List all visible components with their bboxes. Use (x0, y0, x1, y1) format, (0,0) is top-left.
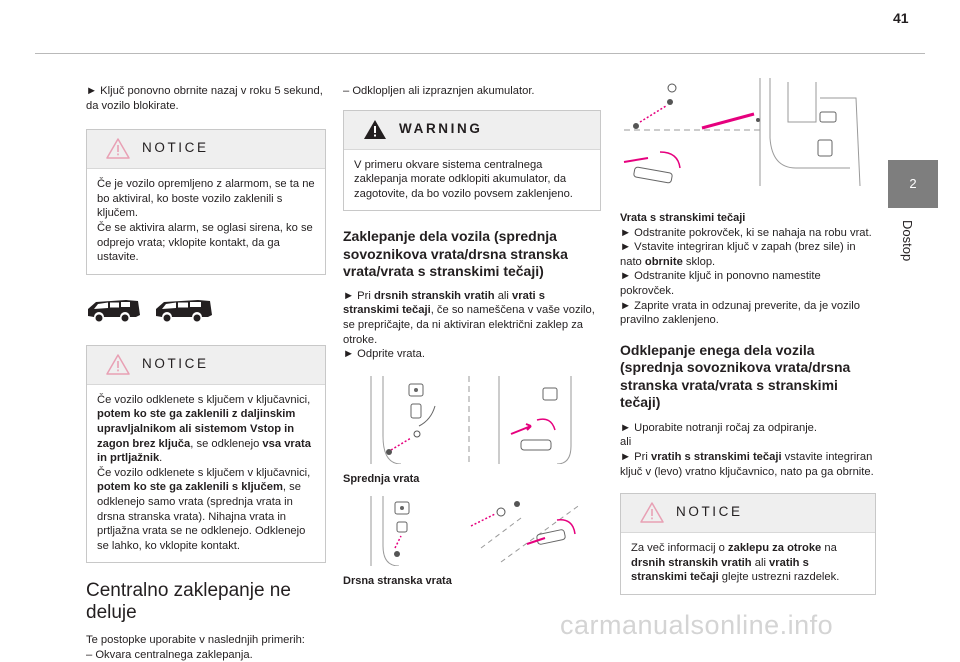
section-heading: Centralno zaklepanje ne deluje (86, 580, 291, 624)
figure-caption: Drsna stranska vrata (343, 575, 452, 588)
notice-header (87, 130, 325, 169)
header-divider (35, 53, 925, 54)
warning-label: WARNING (399, 120, 483, 136)
figure-subheading: Vrata s stranskimi tečaji (620, 212, 746, 224)
body-text: ► Pri drsnih stranskih vratih ali vrati s stranskimi tečaji, če so nameščena v vaše vozilo, se prepričajte, da ni aktiviran električni zaklep za otroke. (343, 289, 595, 346)
notice-text: Če je vozilo opremljeno z alarmom, se ta ne bo aktiviral, ko boste vozilo zaklenili s ključem. (97, 178, 315, 220)
sliding-door-latch-diagram (361, 496, 591, 566)
footer-watermark: carmanualsonline.info (560, 610, 834, 640)
notice-box-2 (86, 345, 326, 564)
notice-text: Če vozilo odklenete s ključem v ključavnici, potem ko ste ga zaklenili s ključem, se odklenejo samo vrata (sprednja vrata in drsna stranska vrata). Nihajna vrata in prtljažna vrata se ne odklenejo. Odklenejo se lahko, ko vklopite kontakt. (97, 466, 311, 552)
chapter-title: Dostop (900, 220, 915, 262)
hinged-door-illustration (620, 78, 876, 186)
front-door-illustration (343, 376, 601, 464)
warning-icon (363, 119, 387, 140)
bullet-text: – Okvara centralnega zaklepanja. (86, 648, 253, 661)
bullet-text: ► Vstavite integriran ključ v zapah (brez sile) in nato obrnite sklop. (620, 241, 856, 268)
notice-warning-icon (640, 502, 664, 523)
subsection-heading: Odklepanje enega dela vozila (sprednja sovoznikova vrata/drsna stranska vrata/vrata s stranskimi tečaji) (620, 341, 851, 411)
notice-header (87, 346, 325, 385)
warning-box (343, 110, 601, 212)
notice-box-1 (86, 129, 326, 275)
figure-caption: Sprednja vrata (343, 472, 420, 485)
bullet-text: ► Uporabite notranji ročaj za odpiranje. (620, 421, 818, 434)
front-door-latch-diagram (361, 376, 591, 464)
body-text: ali (620, 436, 632, 449)
notice-label: NOTICE (142, 355, 209, 371)
sliding-door-illustration (343, 496, 601, 566)
notice-warning-icon (106, 354, 130, 375)
body-text: Te postopke uporabite v naslednjih primerih: (86, 634, 305, 647)
notice-label: NOTICE (676, 504, 743, 520)
bullet-text: ► Odstranite pokrovček, ki se nahaja na robu vrat. (620, 226, 872, 239)
chapter-tab[interactable]: 2 (888, 160, 938, 208)
van-long-icon (154, 297, 214, 323)
warning-text: V primeru okvare sistema centralnega zaklepanja morate odklopiti akumulator, da zagotovite, da bo vozilo povsem zaklenjeno. (354, 158, 573, 200)
van-short-icon (86, 297, 142, 323)
vehicle-illustrations (86, 291, 326, 329)
subsection-heading: Zaklepanje dela vozila (sprednja sovoznikova vrata/drsna stranska vrata/vrata s stranskimi tečaji) (343, 228, 568, 280)
hinged-door-latch-diagram (620, 78, 876, 186)
notice-text: Če vozilo odklenete s ključem v ključavnici, potem ko ste ga zaklenili z daljinskim upravljalnikom ali sistemom Vstop in zagon brez ključa, se odklenejo vsa vrata in prtljažnik. (97, 393, 311, 465)
notice-box-3 (620, 493, 876, 595)
notice-header (621, 494, 875, 533)
notice-warning-icon (106, 138, 130, 159)
warning-header (344, 111, 600, 150)
notice-text: Če se aktivira alarm, se oglasi sirena, ko se odprejo vrata; vklopite kontakt, da ga ustavite. (97, 221, 313, 264)
bullet-text: – Odklopljen ali izpraznjen akumulator. (343, 85, 535, 97)
column-2 (343, 84, 601, 589)
notice-label: NOTICE (142, 140, 209, 156)
column-3 (620, 78, 876, 595)
notice-text: Za več informacij o zaklepu za otroke na drsnih stranskih vratih ali vratih s stranskimi tečaji glejte ustrezni razdelek. (631, 542, 840, 584)
intro-text: ► Ključ ponovno obrnite nazaj v roku 5 sekund, da vozilo blokirate. (86, 85, 323, 112)
bullet-text: ► Odstranite ključ in ponovno namestite pokrovček. (620, 270, 821, 297)
chapter-title-tab (888, 220, 938, 300)
bullet-text: ► Pri vratih s stranskimi tečaji vstavite integriran ključ v (levo) vratno ključavnico, nato pa ga obrnite. (620, 450, 874, 478)
body-text: ► Odprite vrata. (343, 348, 425, 361)
page-number: 41 (893, 10, 909, 26)
bullet-text: ► Zaprite vrata in odzunaj preverite, da je vozilo pravilno zaklenjeno. (620, 299, 860, 327)
column-1 (86, 84, 326, 662)
